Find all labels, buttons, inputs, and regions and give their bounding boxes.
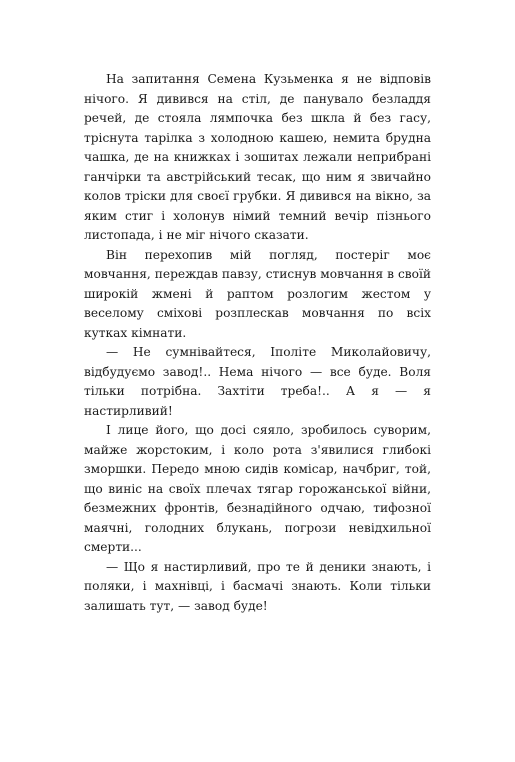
paragraph-2: Він перехопив мій погляд, постеріг моє мовчання, переждав павзу, стиснув мовчання в своїй широкій жмені й раптом розлогим жестом у веселому сміхові розплескав мовчання по всіх кутках кімнати. xyxy=(84,247,431,340)
paragraph-5: — Що я настирливий, про те й деники знають, і поляки, і махнівці, і басмачі знають. Коли тільки залишать тут, — завод буде! xyxy=(84,559,431,613)
book-page-text xyxy=(84,70,431,616)
paragraph-4: І лице його, що досі сяяло, зробилось суворим, майже жорстоким, і коло рота з'явилися глибокі зморшки. Передо мною сидів комісар, начбриг, той, що виніс на своїх плечах тягар горожанської війни, безмежних фронтів, безнадійного одчаю, тифозної маячні, голодних блукань, погрози невідхильної смерти... xyxy=(84,423,431,554)
paragraph-3: — Не сумнівайтеся, Іполіте Миколайовичу, відбудуємо завод!.. Нема нічого — все буде. Воля тільки потрібна. Захтіти треба!.. А я — я настирливий! xyxy=(84,345,431,418)
paragraph-1: На запитання Семена Кузьменка я не відповів нічого. Я дивився на стіл, де панувало безладдя речей, де стояла лямпочка без шкла й без гасу, тріснута тарілка з холодною кашею, немита брудна чашка, де на книжках і зошитах лежали неприбрані ганчірки та австрійський тесак, що ним я звичайно колов тріски для своєї грубки. Я дивився на вікно, за яким стиг і холонув німий темний вечір пізнього листопада, і не міг нічого сказати. xyxy=(84,72,431,242)
